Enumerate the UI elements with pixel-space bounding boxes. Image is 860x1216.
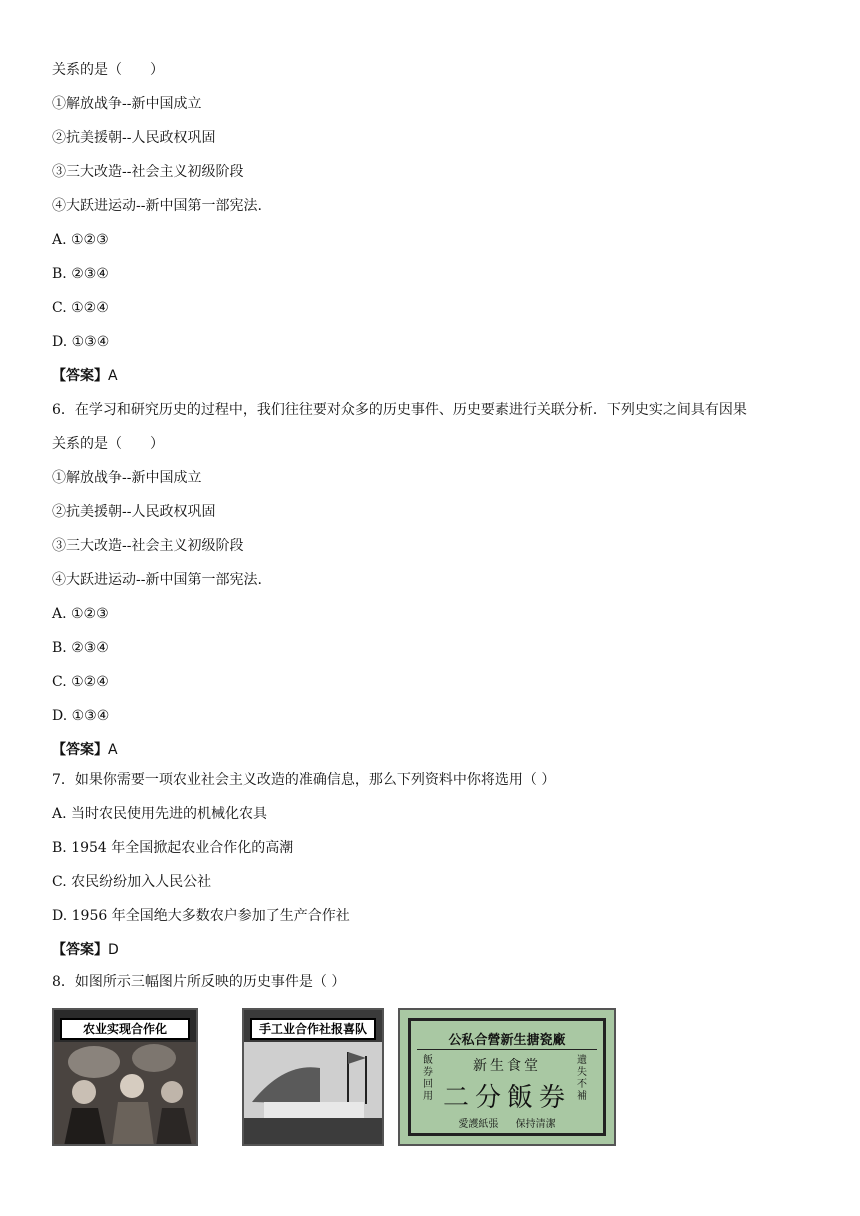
ticket-divider [417, 1049, 597, 1050]
q6-option-a: A. ①②③ [52, 606, 109, 622]
meal-ticket [408, 1018, 606, 1136]
answer-label: 【答案】 [52, 368, 108, 384]
q5-option-b: B. ②③④ [52, 266, 109, 282]
ticket-footer: 愛護紙張 保持清潔 [458, 1119, 556, 1130]
ticket-title: 公私合營新生搪瓷廠 [448, 1033, 566, 1048]
answer-label: 【答案】 [52, 742, 108, 758]
q6-item-3: ③三大改造--社会主义初级阶段 [52, 538, 244, 554]
fig2-caption: 手工业合作社报喜队 [250, 1018, 376, 1040]
q7-stem: 7．如果你需要一项农业社会主义改造的准确信息，那么下列资料中你将选用（ ） [52, 772, 556, 788]
q5-item-2: ②抗美援朝--人民政权巩固 [52, 130, 216, 146]
q7-answer [52, 940, 119, 960]
q6-option-d: D. ①③④ [52, 708, 110, 724]
q5-item-3: ③三大改造--社会主义初级阶段 [52, 164, 244, 180]
q6-answer [52, 740, 118, 760]
answer-value: A [108, 742, 118, 758]
q7-option-d: D. 1956 年全国绝大多数农户参加了生产合作社 [52, 908, 350, 924]
answer-value: D [108, 942, 119, 958]
farmers-photo-illustration [54, 1042, 196, 1146]
q5-option-a: A. ①②③ [52, 232, 109, 248]
q6-item-1: ①解放战争--新中国成立 [52, 470, 202, 486]
q5-option-d: D. ①③④ [52, 334, 110, 350]
q5-item-1: ①解放战争--新中国成立 [52, 96, 202, 112]
meal-ticket-image [398, 1008, 616, 1146]
q6-item-2: ②抗美援朝--人民政权巩固 [52, 504, 216, 520]
q8-figures [52, 1008, 622, 1146]
ticket-value: 二分飯券 [442, 1083, 571, 1113]
answer-label: 【答案】 [52, 942, 108, 958]
parade-photo-illustration [244, 1042, 382, 1146]
q5-stem-tail: 关系的是（ ） [52, 62, 164, 78]
q5-answer [52, 366, 118, 386]
q6-stem-line1: 6．在学习和研究历史的过程中，我们往往要对众多的历史事件、历史要素进行关联分析．下列史实之间具有因果 [52, 402, 747, 418]
ticket-canteen-name: 新生食堂 [473, 1058, 541, 1074]
photo-agricultural-cooperation [52, 1008, 198, 1146]
ticket-left-note: 飯券回用 [423, 1055, 433, 1102]
q6-item-4: ④大跃进运动--新中国第一部宪法. [52, 572, 262, 588]
fig1-caption: 农业实现合作化 [60, 1018, 190, 1040]
q7-option-a: A. 当时农民使用先进的机械化农具 [52, 806, 268, 822]
q7-option-b: B. 1954 年全国掀起农业合作化的高潮 [52, 840, 294, 856]
q5-option-c: C. ①②④ [52, 300, 109, 316]
q5-item-4: ④大跃进运动--新中国第一部宪法. [52, 198, 262, 214]
q8-stem: 8．如图所示三幅图片所反映的历史事件是（ ） [52, 974, 346, 990]
q6-option-b: B. ②③④ [52, 640, 109, 656]
q6-option-c: C. ①②④ [52, 674, 109, 690]
q7-option-c: C. 农民纷纷加入人民公社 [52, 874, 212, 890]
photo-handicraft-cooperative [242, 1008, 384, 1146]
answer-value: A [108, 368, 118, 384]
ticket-right-note: 遺失不補 [577, 1055, 587, 1102]
q6-stem-line2: 关系的是（ ） [52, 436, 164, 452]
